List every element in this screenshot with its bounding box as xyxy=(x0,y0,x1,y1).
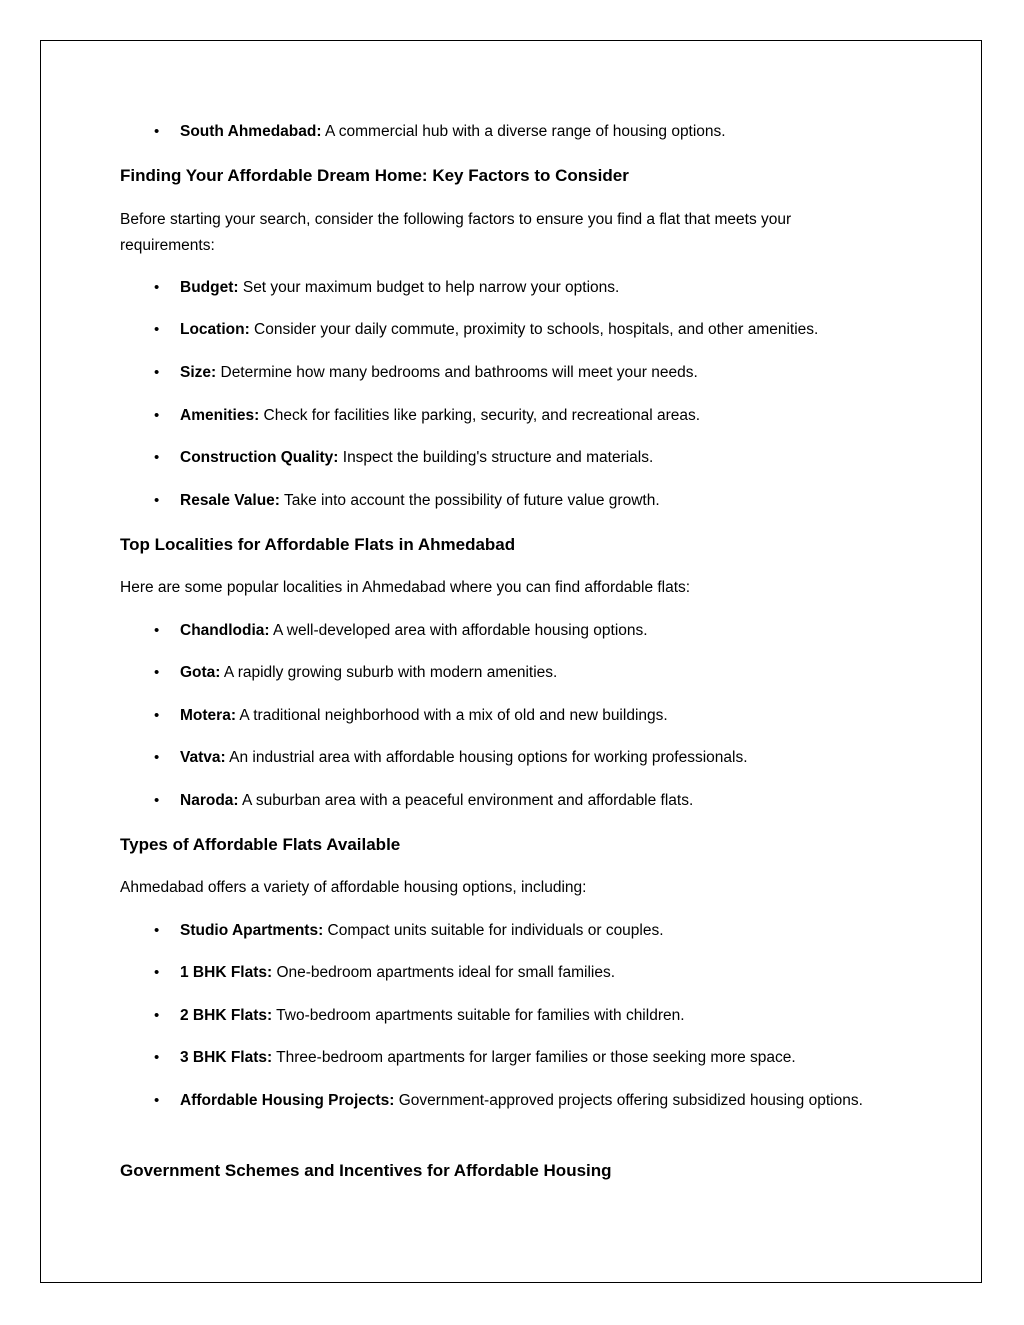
bullet-icon: • xyxy=(154,1007,160,1024)
list-item-chandlodia xyxy=(154,618,900,644)
item-term: 3 BHK Flats: xyxy=(180,1049,273,1066)
paragraph-types-intro: Ahmedabad offers a variety of affordable housing options, including: xyxy=(120,879,587,896)
item-desc: Determine how many bedrooms and bathrooms will meet your needs. xyxy=(216,364,698,381)
bullet-icon: • xyxy=(154,792,160,809)
item-term: 2 BHK Flats: xyxy=(180,1007,273,1024)
item-term: Affordable Housing Projects: xyxy=(180,1092,395,1109)
bullet-icon: • xyxy=(154,964,160,981)
item-desc: A commercial hub with a diverse range of housing options. xyxy=(321,123,726,140)
list-item-construction-quality xyxy=(154,445,900,471)
item-term: Size: xyxy=(180,364,217,381)
item-desc: Government-approved projects offering subsidized housing options. xyxy=(394,1092,863,1109)
bullet-icon: • xyxy=(154,321,160,338)
list-item-2bhk xyxy=(154,1003,900,1029)
list-item-naroda xyxy=(154,788,900,814)
list-item-studio-apartments xyxy=(154,918,900,944)
item-desc: An industrial area with affordable housing options for working professionals. xyxy=(225,749,748,766)
bullet-icon: • xyxy=(154,364,160,381)
item-desc: A traditional neighborhood with a mix of old and new buildings. xyxy=(235,707,668,724)
item-term: Location: xyxy=(180,321,250,338)
item-desc: Compact units suitable for individuals or couples. xyxy=(323,922,664,939)
item-term: Gota: xyxy=(180,664,221,681)
list-item-1bhk xyxy=(154,960,900,986)
bullet-icon: • xyxy=(154,922,160,939)
bullet-icon: • xyxy=(154,664,160,681)
list-item-amenities xyxy=(154,403,900,429)
bullet-icon: • xyxy=(154,123,160,140)
bullet-icon: • xyxy=(154,449,160,466)
bullet-icon: • xyxy=(154,279,160,296)
heading-key-factors: Finding Your Affordable Dream Home: Key Factors to Consider xyxy=(120,166,629,185)
list-item-budget xyxy=(154,275,900,301)
item-desc: A suburban area with a peaceful environment and affordable flats. xyxy=(238,792,694,809)
list-item-3bhk xyxy=(154,1045,900,1071)
list-item-location xyxy=(154,317,900,343)
item-desc: A well-developed area with affordable housing options. xyxy=(269,622,648,639)
item-term: Naroda: xyxy=(180,792,239,809)
bullet-icon: • xyxy=(154,749,160,766)
item-desc: Three-bedroom apartments for larger families or those seeking more space. xyxy=(272,1049,796,1066)
list-item-south-ahmedabad xyxy=(154,119,900,145)
item-term: Amenities: xyxy=(180,407,260,424)
heading-government-schemes: Government Schemes and Incentives for Affordable Housing xyxy=(120,1161,612,1180)
item-term: 1 BHK Flats: xyxy=(180,964,273,981)
bullet-icon: • xyxy=(154,407,160,424)
heading-types-of-flats: Types of Affordable Flats Available xyxy=(120,835,401,854)
paragraph-localities-intro: Here are some popular localities in Ahmedabad where you can find affordable flats: xyxy=(120,579,691,596)
item-term: Studio Apartments: xyxy=(180,922,324,939)
bullet-icon: • xyxy=(154,622,160,639)
item-desc: Consider your daily commute, proximity to schools, hospitals, and other amenities. xyxy=(249,321,819,338)
item-term: Chandlodia: xyxy=(180,622,270,639)
item-desc: Set your maximum budget to help narrow your options. xyxy=(238,279,620,296)
paragraph-factors-intro: Before starting your search, consider the following factors to ensure you find a flat that meets your requirements: xyxy=(120,211,792,254)
list-item-vatva xyxy=(154,745,900,771)
item-desc: Take into account the possibility of future value growth. xyxy=(279,492,660,509)
item-term: Resale Value: xyxy=(180,492,280,509)
list-item-motera xyxy=(154,703,900,729)
heading-top-localities: Top Localities for Affordable Flats in Ahmedabad xyxy=(120,535,516,554)
item-term: Construction Quality: xyxy=(180,449,339,466)
item-term: Vatva: xyxy=(180,749,226,766)
list-item-gota xyxy=(154,660,900,686)
bullet-icon: • xyxy=(154,1049,160,1066)
item-term: Budget: xyxy=(180,279,239,296)
item-term: South Ahmedabad: xyxy=(180,123,322,140)
item-desc: Inspect the building's structure and materials. xyxy=(338,449,654,466)
item-desc: A rapidly growing suburb with modern amenities. xyxy=(220,664,558,681)
list-item-affordable-housing-projects xyxy=(154,1088,870,1114)
list-item-size xyxy=(154,360,900,386)
list-item-resale-value xyxy=(154,488,900,514)
bullet-icon: • xyxy=(154,1092,160,1109)
item-desc: One-bedroom apartments ideal for small families. xyxy=(272,964,616,981)
item-term: Motera: xyxy=(180,707,236,724)
bullet-icon: • xyxy=(154,707,160,724)
item-desc: Two-bedroom apartments suitable for families with children. xyxy=(272,1007,685,1024)
item-desc: Check for facilities like parking, security, and recreational areas. xyxy=(259,407,701,424)
bullet-icon: • xyxy=(154,492,160,509)
